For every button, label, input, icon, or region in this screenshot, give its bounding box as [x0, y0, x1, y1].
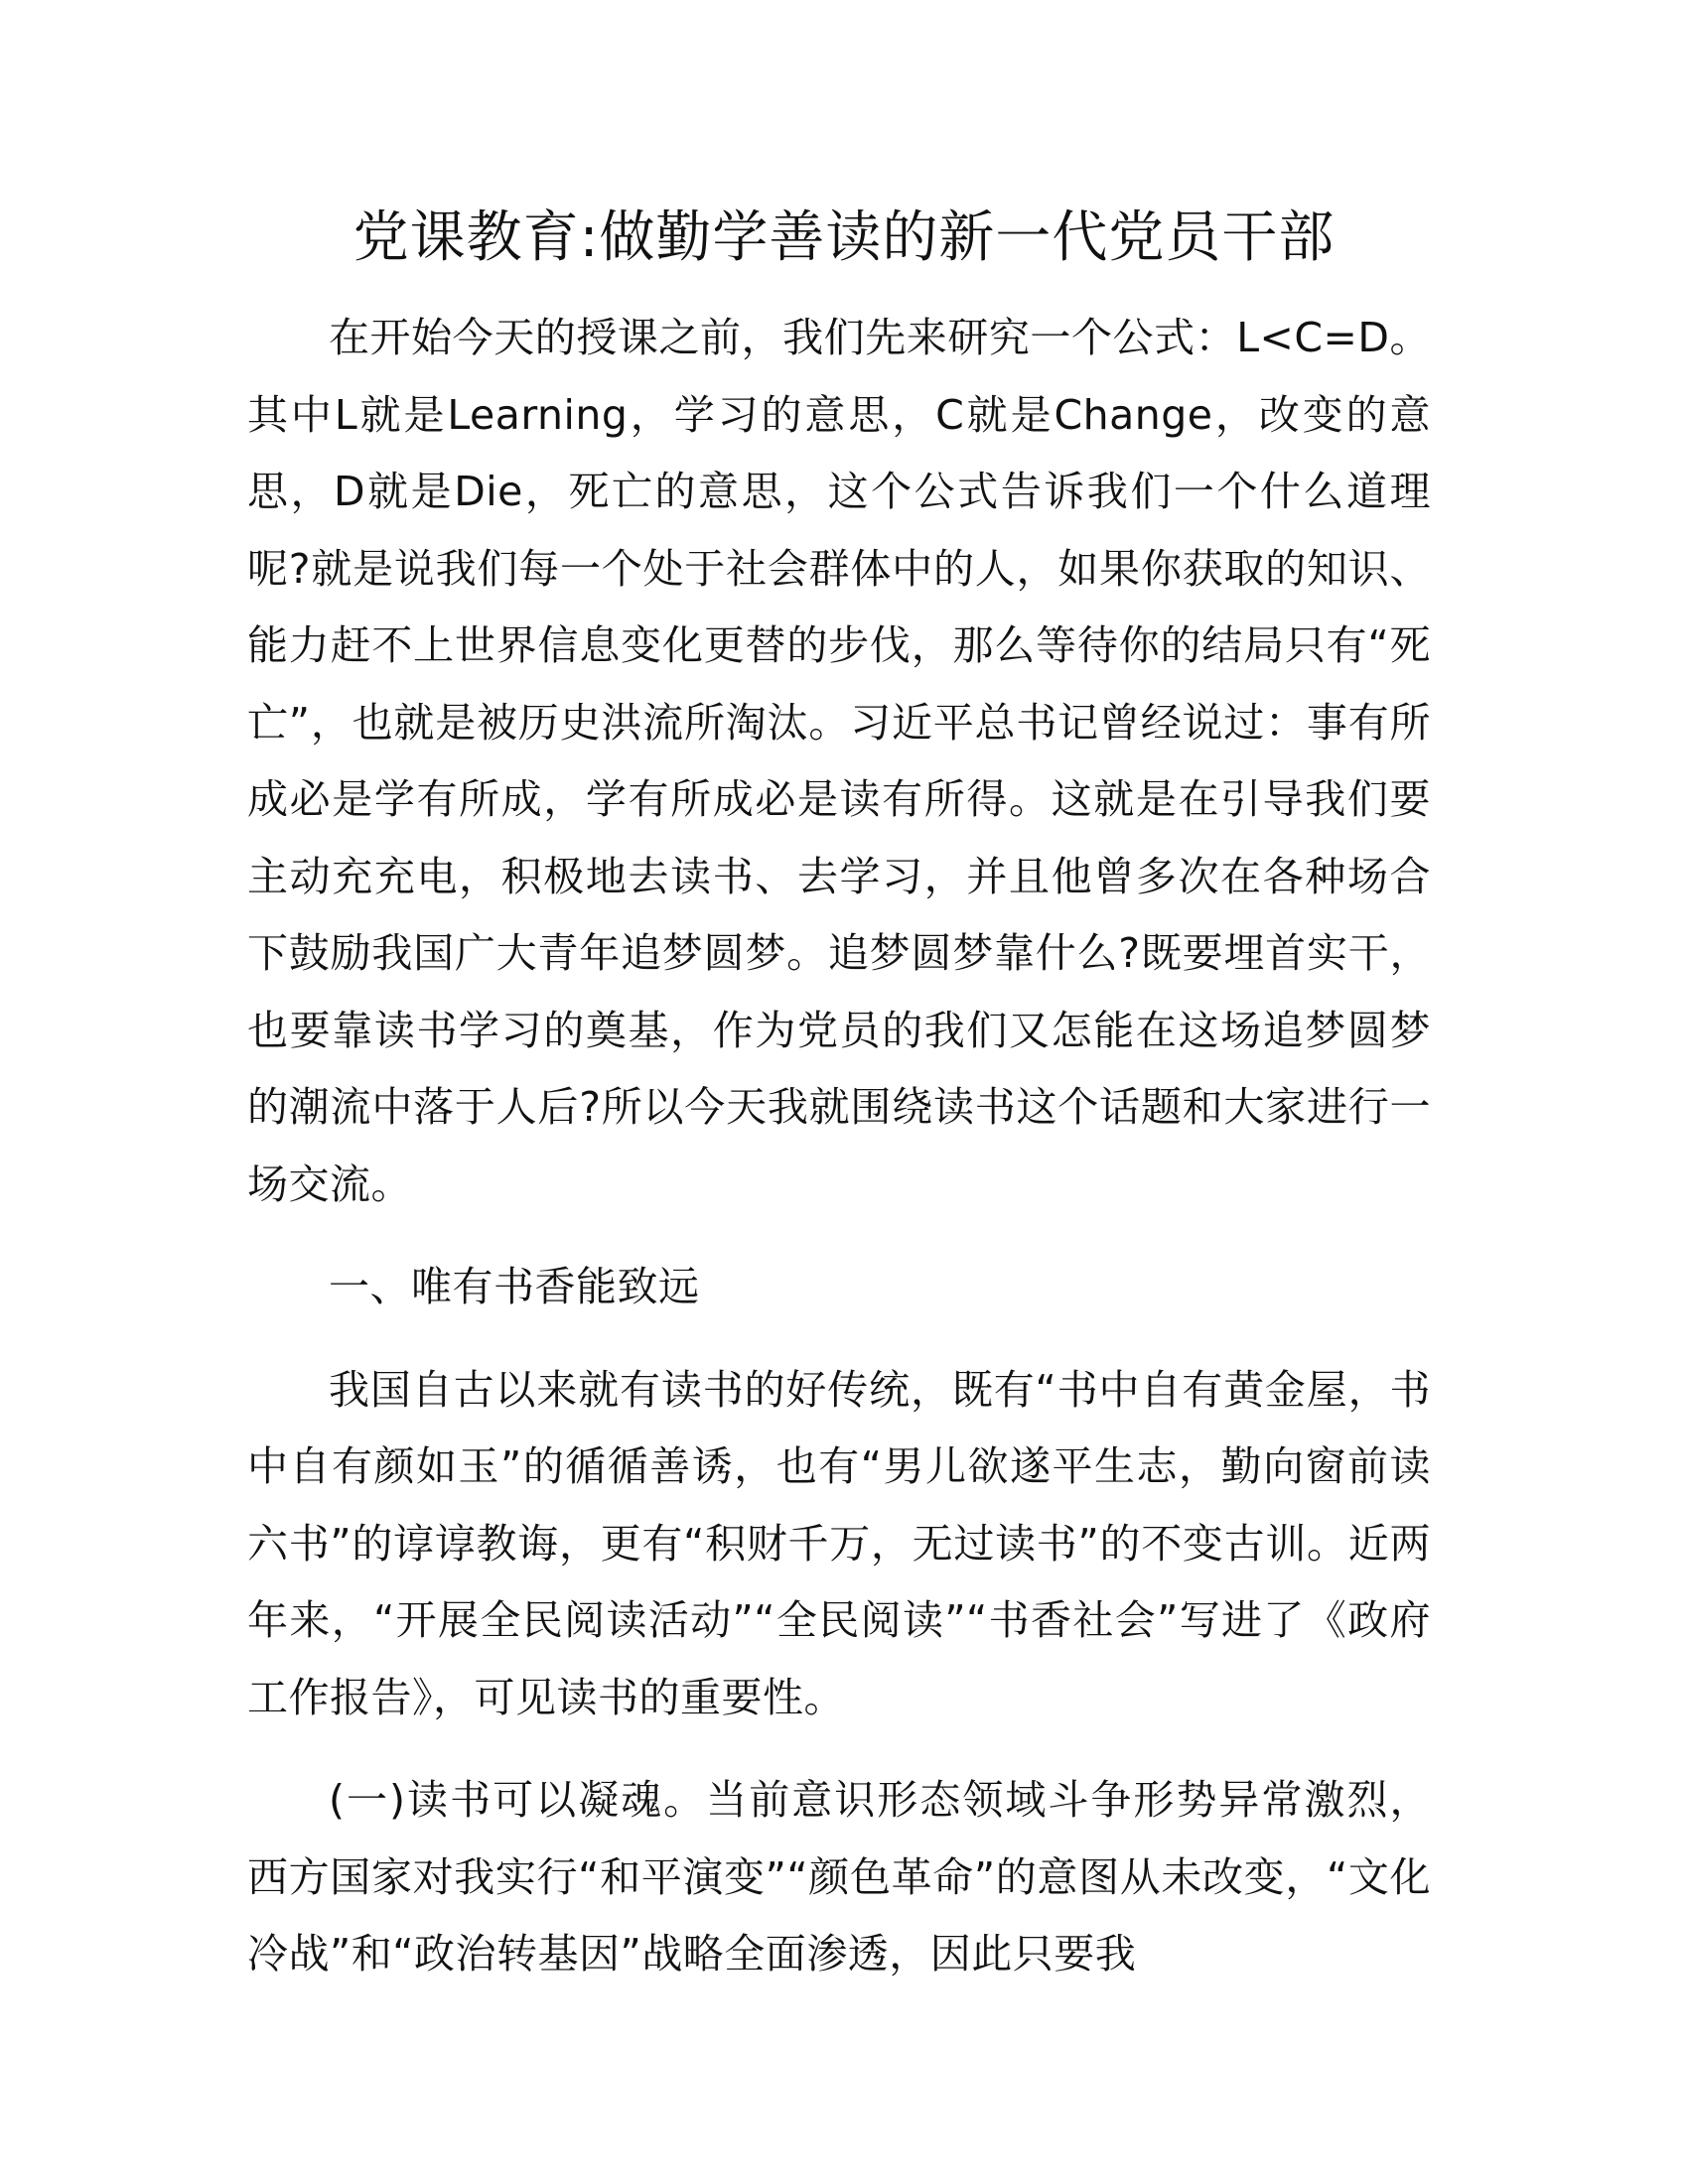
- paragraph-reading-tradition: 我国自古以来就有读书的好传统，既有“书中自有黄金屋，书中自有颜如玉”的循循善诱，也有“男儿欲遂平生志，勤向窗前读六书”的谆谆教诲，更有“积财千万，无过读书”的不变古训。近两年来，“开展全民阅读活动”“全民阅读”“书香社会”写进了《政府工作报告》，可见读书的重要性。: [247, 1365, 1431, 1721]
- section-heading-1: 一、唯有书香能致远: [329, 1263, 700, 1310]
- paragraph-intro: 在开始今天的授课之前，我们先来研究一个公式：L<C=D。其中L就是Learning，学习的意思，C就是Change，改变的意思，D就是Die，死亡的意思，这个公式告诉我们一个什么道理呢?就是说我们每一个处于社会群体中的人，如果你获取的知识、能力赶不上世界信息变化更替的步伐，那么等待你的结局只有“死亡”，也就是被历史洪流所淘汰。习近平总书记曾经说过：事有所成必是学有所成，学有所成必是读有所得。这就是在引导我们要主动充充电，积极地去读书、去学习，并且他曾多次在各种场合下鼓励我国广大青年追梦圆梦。追梦圆梦靠什么?既要埋首实干，也要靠读书学习的奠基，作为党员的我们又怎能在这场追梦圆梦的潮流中落于人后?所以今天我就围绕读书这个话题和大家进行一场交流。: [247, 314, 1431, 1208]
- paragraph-reading-soul: (一)读书可以凝魂。当前意识形态领域斗争形势异常激烈，西方国家对我实行“和平演变”“颜色革命”的意图从未改变，“文化冷战”和“政治转基因”战略全面渗透，因此只要我: [247, 1776, 1431, 1978]
- page-title: 党课教育:做勤学善读的新一代党员干部: [352, 205, 1336, 270]
- document-body: [247, 300, 1431, 2019]
